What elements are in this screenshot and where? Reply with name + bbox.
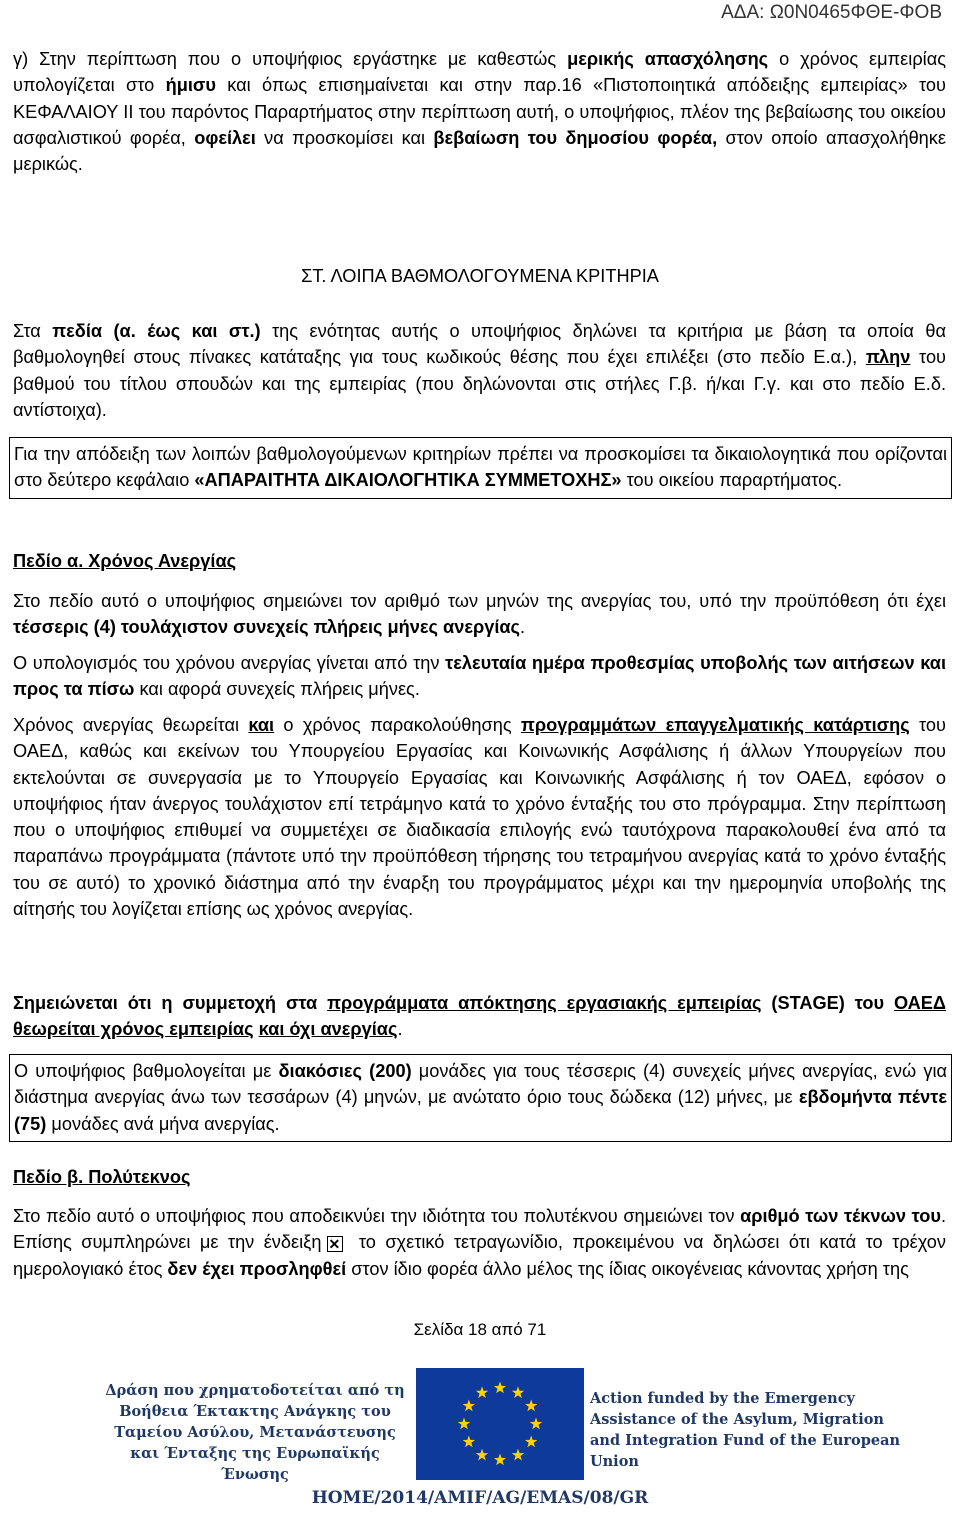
paragraph-part-time: γ) Στην περίπτωση που ο υποψήφιος εργάστηκε με καθεστώς μερικής απασχόλησης ο χρόνος εμπειρίας υπολογίζεται στο ήμισυ και όπως επισημαίνεται και στην παρ.16 «Πιστοποιητικά απόδειξης εμπειρίας» του ΚΕΦΑΛΑΙΟΥ ΙΙ του παρόντος Παραρτήματος στην περίπτωση αυτή, ο υποψήφιος, πλέον της βεβαίωσης του οικείου ασφαλιστικού φορέα, οφείλει να προσκομίσει και βεβαίωση του δημοσίου φορέα, στον οποίο απασχολήθηκε μερικώς. bbox=[13, 49, 946, 175]
footer-project-code: HOME/2014/AMIF/AG/EMAS/08/GR bbox=[311, 1488, 649, 1508]
footer-funding-greek: Δράση που χρηματοδοτείται από τη Βοήθεια Έκτακτης Ανάγκης του Ταμείου Ασύλου, Μετανάστευσης και Ένταξης της Ευρωπαϊκής Ένωσης bbox=[105, 1382, 405, 1483]
heading-unemployment: Πεδίο α. Χρόνος Ανεργίας bbox=[13, 551, 237, 571]
checkbox-x-icon: ✕ bbox=[327, 1236, 343, 1252]
heading-large-family: Πεδίο β. Πολύτεκνος bbox=[13, 1167, 191, 1187]
boxed-note-documents: Για την απόδειξη των λοιπών βαθμολογούμενων κριτηρίων πρέπει να προσκομίσει τα δικαιολογητικά που ορίζονται στο δεύτερο κεφάλαιο «ΑΠΑΡΑΙΤΗΤΑ ΔΙΚΑΙΟΛΟΓΗΤΙΚΑ ΣΥΜΜΕΤΟΧΗΣ» του οικείου παραρτήματος. bbox=[9, 437, 952, 499]
section-title: ΣΤ. ΛΟΙΠΑ ΒΑΘΜΟΛΟΓΟΥΜΕΝΑ ΚΡΙΤΗΡΙΑ bbox=[301, 266, 659, 286]
paragraph-unemployment-months: Στο πεδίο αυτό ο υποψήφιος σημειώνει τον αριθμό των μηνών της ανεργίας του, υπό την προϋπόθεση ότι έχει τέσσερις (4) τουλάχιστον συνεχείς πλήρεις μήνες ανεργίας. bbox=[13, 591, 946, 638]
paragraph-stage: Σημειώνεται ότι η συμμετοχή στα προγράμματα απόκτησης εργασιακής εμπειρίας (STAGE) του ΟΑΕΔ θεωρείται χρόνος εμπειρίας και όχι ανεργίας. bbox=[13, 993, 946, 1040]
ada-code: ΑΔΑ: Ω0Ν0465ΦΘΕ-ΦΟΒ bbox=[721, 2, 942, 23]
paragraph-unemployment-calc: Ο υπολογισμός του χρόνου ανεργίας γίνεται από την τελευταία ημέρα προθεσμίας υποβολής των αιτήσεων και προς τα πίσω και αφορά συνεχείς πλήρεις μήνες. bbox=[13, 653, 946, 700]
eu-flag-icon bbox=[416, 1368, 584, 1480]
paragraph-large-family: Στο πεδίο αυτό ο υποψήφιος που αποδεικνύει την ιδιότητα του πολυτέκνου σημειώνει τον αριθμό των τέκνων του. Επίσης συμπληρώνει με την ένδειξη ✕ το σχετικό τετραγωνίδιο, προκειμένου να δηλώσει ότι κατά το τρέχον ημερολογιακό έτος δεν έχει προσληφθεί στον ίδιο φορέα άλλο μέλος της ίδιας οικογένειας κάνοντας χρήση της bbox=[13, 1206, 946, 1279]
boxed-note-scoring: Ο υποψήφιος βαθμολογείται με διακόσιες (200) μονάδες για τους τέσσερις (4) συνεχείς μήνες ανεργίας, ενώ για διάστημα ανεργίας άνω των τεσσάρων (4) μηνών, με ανώτατο όριο τους δώδεκα (12) μήνες, με εβδομήντα πέντε (75) μονάδες ανά μήνα ανεργίας. bbox=[9, 1054, 952, 1142]
page-number: Σελίδα 18 από 71 bbox=[413, 1320, 547, 1339]
paragraph-training-programs: Χρόνος ανεργίας θεωρείται και ο χρόνος παρακολούθησης προγραμμάτων επαγγελματικής κατάρτισης του ΟΑΕΔ, καθώς και εκείνων του Υπουργείου Εργασίας και Κοινωνικής Ασφάλισης ή άλλων Υπουργείων που εκτελούνται σε συνεργασία με το Υπουργείο Εργασίας και Κοινωνικής Ασφάλισης ή τον ΟΑΕΔ, εφόσον ο υποψήφιος ήταν άνεργος τουλάχιστον επί τετράμηνο κατά το χρόνο ένταξής του στο πρόγραμμα. Στην περίπτωση που ο υποψήφιος επιθυμεί να συμμετέχει σε διαδικασία επιλογής ενώ ταυτόχρονα παρακολουθεί ένα από τα παραπάνω προγράμματα (πάντοτε υπό την προϋπόθεση τήρησης του τετραμήνου ανεργίας κατά το χρόνο ένταξής του σε αυτό) το χρονικό διάστημα από την έναρξη του προγράμματος μέχρι και την ημερομηνία υποβολής της αίτησής του λογίζεται επίσης ως χρόνος ανεργίας. bbox=[13, 715, 946, 920]
paragraph-criteria: Στα πεδία (α. έως και στ.) της ενότητας αυτής ο υποψήφιος δηλώνει τα κριτήρια με βάση τα οποία θα βαθμολογηθεί στους πίνακες κατάταξης για τους κωδικούς θέσης που έχει επιλέξει (στο πεδίο Ε.α.), πλην του βαθμού του τίτλου σπουδών και της εμπειρίας (που δηλώνονται στις στήλες Γ.β. ή/και Γ.γ. και στο πεδίο Ε.δ. αντίστοιχα). bbox=[13, 321, 947, 420]
footer-funding-english: Action funded by the Emergency Assistance of the Asylum, Migration and Integration Fund of the European Union bbox=[590, 1390, 901, 1470]
